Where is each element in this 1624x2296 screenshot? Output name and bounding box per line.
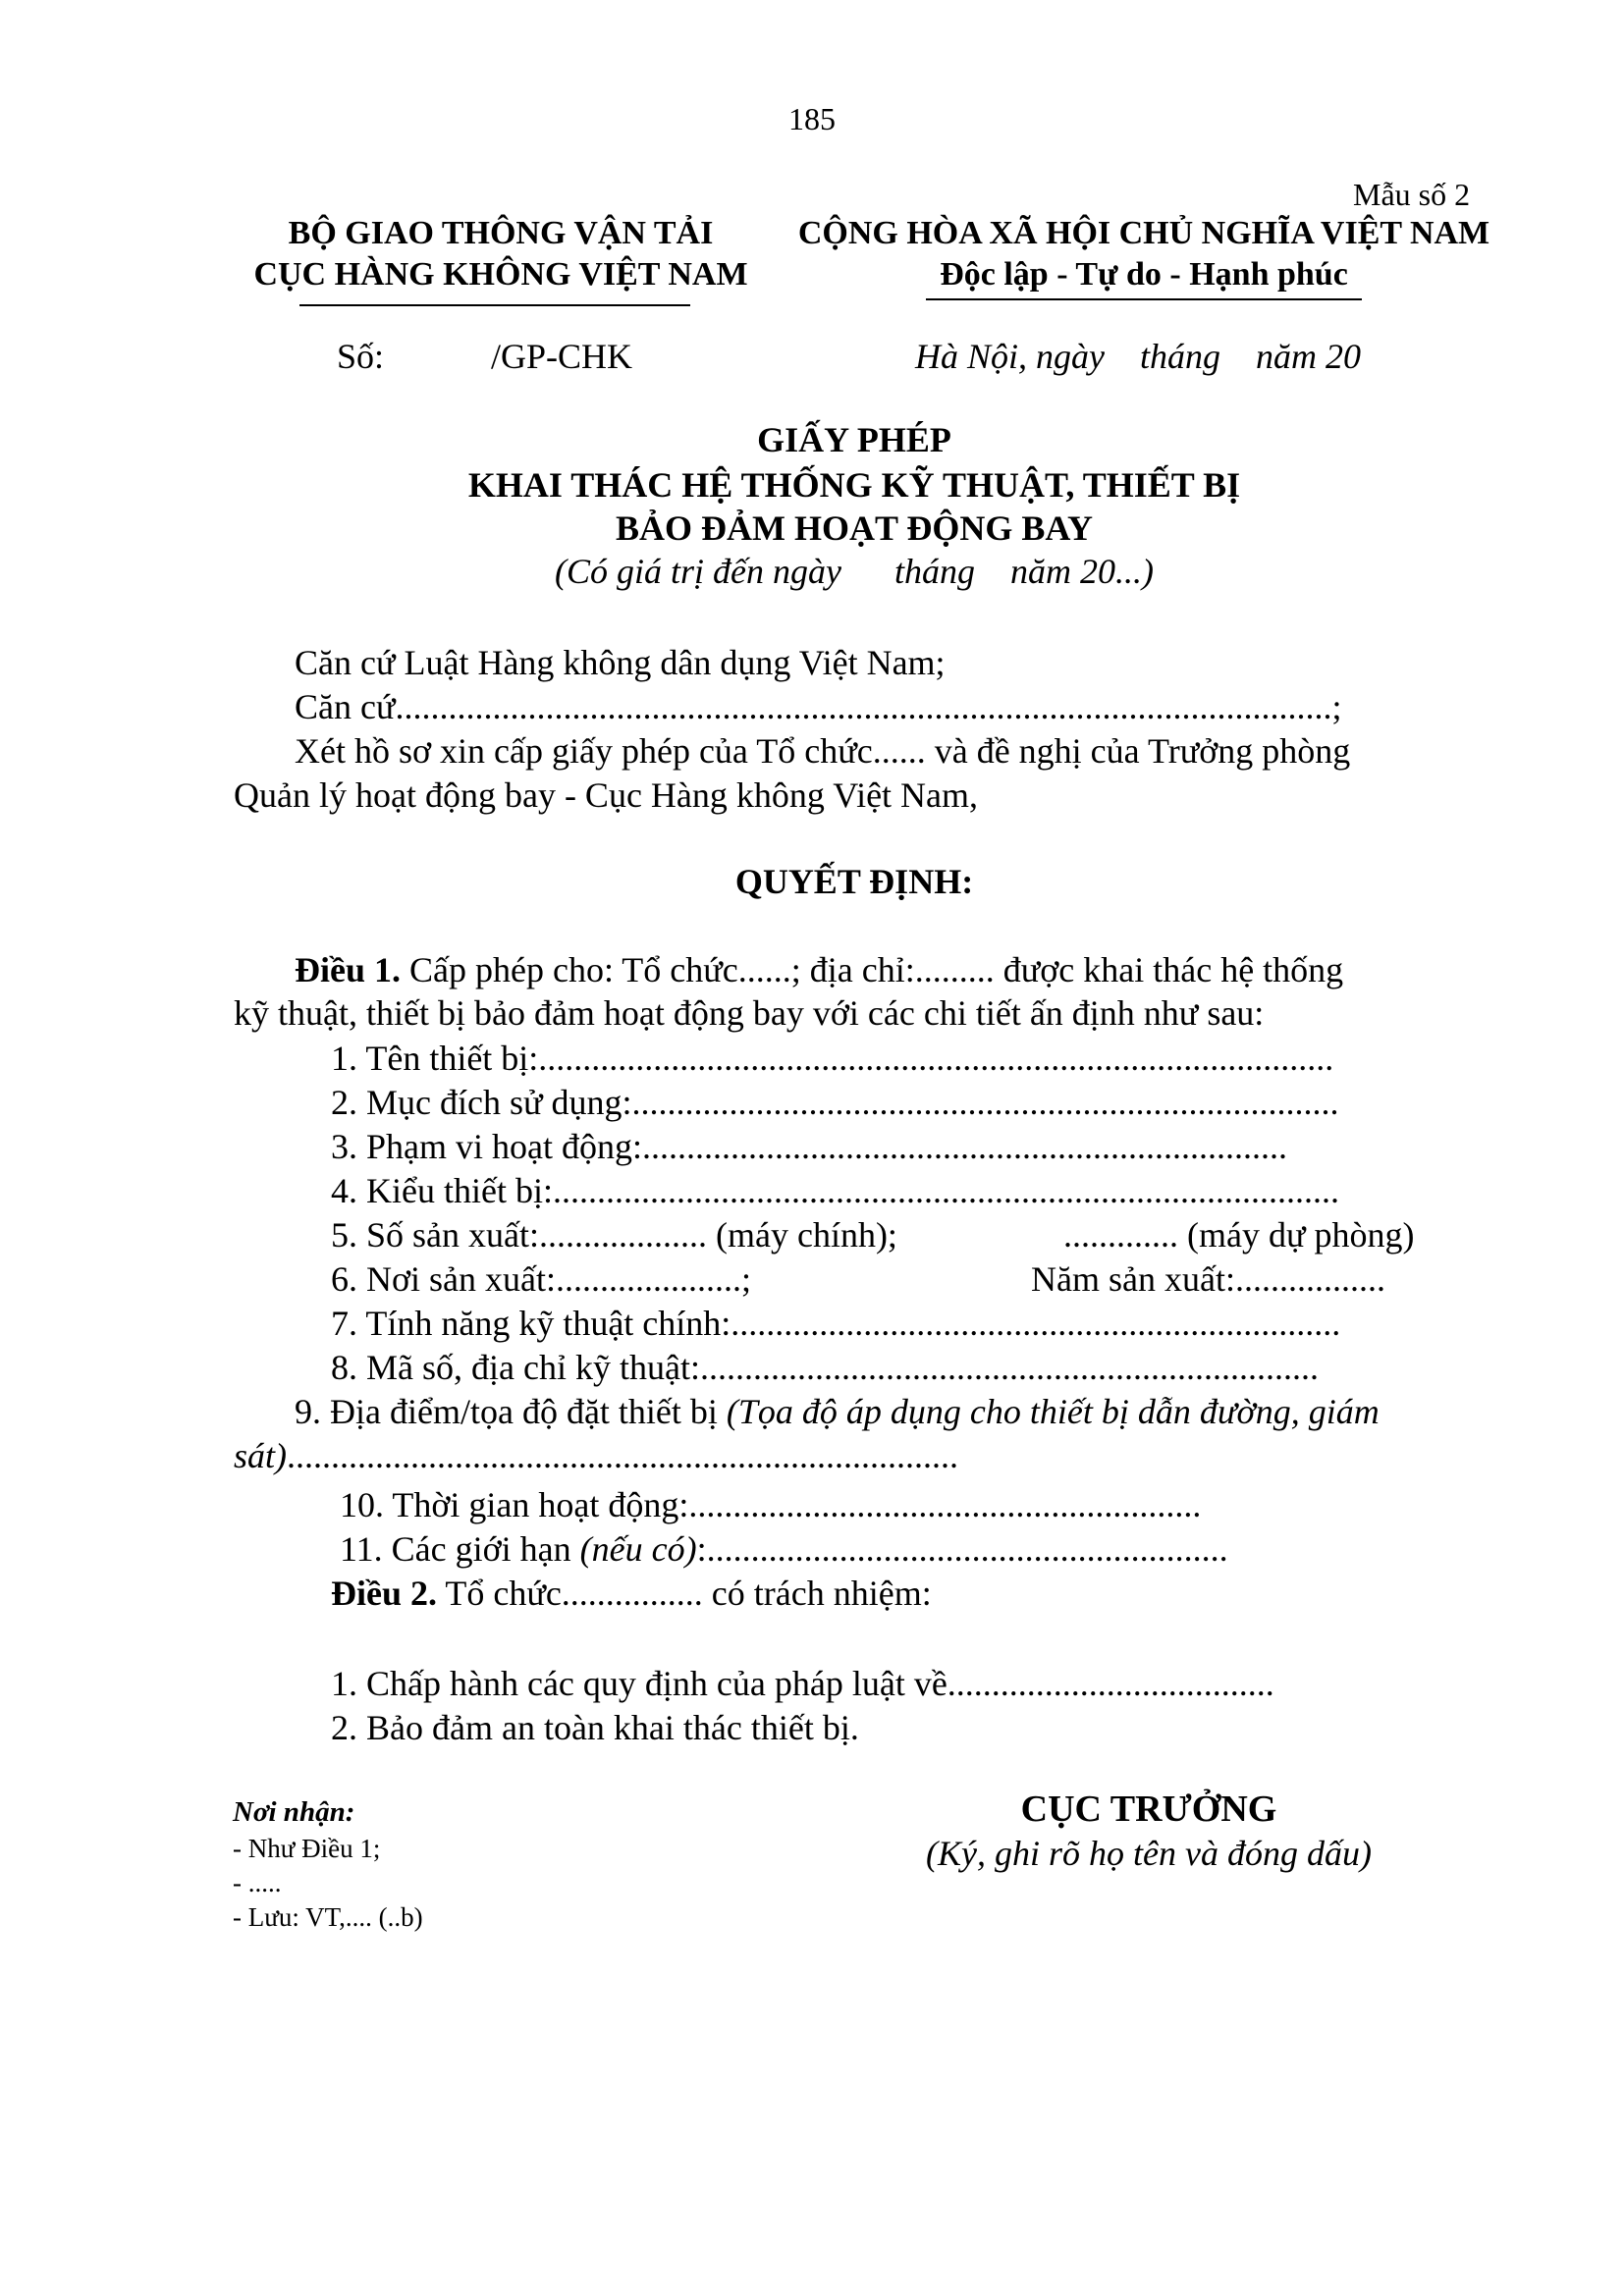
recipients-label: Nơi nhận:: [233, 1796, 355, 1828]
form-label: Mẫu số 2: [1353, 177, 1471, 212]
item-scope: 3. Phạm vi hoạt động:.........................................................................: [331, 1127, 1287, 1166]
item-origin: 6. Nơi sản xuất:.....................;: [331, 1259, 752, 1299]
article-2-heading: [331, 1574, 932, 1614]
item-year: Năm sản xuất:.................: [1031, 1259, 1385, 1299]
item-equipment-name: 1. Tên thiết bị:..........................................................................................: [331, 1039, 1334, 1078]
item-specifications: 7. Tính năng kỹ thuật chính:.....................................................................: [331, 1304, 1341, 1343]
validity-note: (Có giá trị đến ngày tháng năm 20...): [555, 552, 1154, 591]
title-line-1: GIẤY PHÉP: [757, 420, 951, 459]
authority-underline: [299, 304, 690, 306]
recipient-3: - Lưu: VT,.... (..b): [233, 1902, 423, 1932]
item-operating-time: 10. Thời gian hoạt động:..........................................................: [340, 1485, 1202, 1524]
article-2-text: Tổ chức................ có trách nhiệm:: [437, 1574, 932, 1613]
decision-heading: QUYẾT ĐỊNH:: [734, 862, 974, 901]
item-location-dots: ............................................................................: [287, 1436, 958, 1475]
document-number-code: /GP-CHK: [491, 337, 633, 376]
item-location-text: 9. Địa điểm/tọa độ đặt thiết bị: [295, 1392, 727, 1431]
item-location-line-2: [234, 1436, 958, 1476]
item-purpose: 2. Mục đích sử dụng:................................................................................: [331, 1083, 1339, 1122]
article-1-text: Cấp phép cho: Tổ chức......; địa chỉ:......... được khai thác hệ thống: [409, 950, 1344, 989]
ministry-name: BỘ GIAO THÔNG VẬN TẢI: [288, 215, 714, 251]
document-number-label: Số:: [337, 337, 385, 376]
page-number: 185: [788, 101, 836, 136]
item-location-line-1: [295, 1392, 1380, 1432]
title-line-2: KHAI THÁC HỆ THỐNG KỸ THUẬT, THIẾT BỊ: [467, 465, 1241, 505]
preamble-line-1: Căn cứ Luật Hàng không dân dụng Việt Nam;: [295, 643, 946, 682]
signature-note: (Ký, ghi rõ họ tên và đóng dấu): [926, 1834, 1372, 1873]
item-serial-main: 5. Số sản xuất:................... (máy chính);: [331, 1215, 897, 1255]
preamble-line-4: Quản lý hoạt động bay - Cục Hàng không Việt Nam,: [234, 775, 979, 815]
article-2-item-2: 2. Bảo đảm an toàn khai thác thiết bị.: [331, 1708, 859, 1747]
article-2-item-1: 1. Chấp hành các quy định của pháp luật về.....................................: [331, 1664, 1274, 1703]
item-location-note-end: sát): [234, 1436, 287, 1475]
item-model: 4. Kiểu thiết bị:.........................................................................................: [331, 1171, 1339, 1210]
preamble-line-2: Căn cứ..........................................................................................................;: [295, 687, 1342, 726]
item-limitations-dots: :...........................................................: [696, 1529, 1228, 1569]
title-line-3: BẢO ĐẢM HOẠT ĐỘNG BAY: [615, 508, 1094, 548]
article-1-line-1: [295, 950, 1343, 990]
preamble-line-3: Xét hồ sơ xin cấp giấy phép của Tổ chức...... và đề nghị của Trưởng phòng: [295, 731, 1351, 771]
recipient-2: - .....: [233, 1868, 282, 1897]
item-limitations-text: 11. Các giới hạn: [340, 1529, 580, 1569]
item-location-note: (Tọa độ áp dụng cho thiết bị dẫn đường, giám: [726, 1392, 1380, 1431]
place-date: Hà Nội, ngày tháng năm 20: [915, 337, 1361, 376]
article-1-line-2: kỹ thuật, thiết bị bảo đảm hoạt động bay với các chi tiết ấn định như sau:: [234, 993, 1265, 1033]
national-motto: Độc lập - Tự do - Hạnh phúc: [940, 256, 1348, 293]
article-2-label: Điều 2.: [331, 1574, 437, 1613]
item-limitations-note: (nếu có): [579, 1529, 697, 1569]
item-serial-backup: ............. (máy dự phòng): [1063, 1215, 1415, 1255]
authority-name: CỤC HÀNG KHÔNG VIỆT NAM: [253, 256, 748, 293]
signatory-title: CỤC TRƯỞNG: [1020, 1789, 1277, 1830]
country-name: CỘNG HÒA XÃ HỘI CHỦ NGHĨA VIỆT NAM: [797, 215, 1490, 251]
article-1-label: Điều 1.: [295, 950, 401, 989]
item-limitations: [340, 1529, 1228, 1570]
recipient-1: - Như Điều 1;: [233, 1834, 381, 1863]
motto-underline: [926, 298, 1362, 300]
item-technical-address: 8. Mã số, địa chỉ kỹ thuật:......................................................................: [331, 1348, 1319, 1387]
